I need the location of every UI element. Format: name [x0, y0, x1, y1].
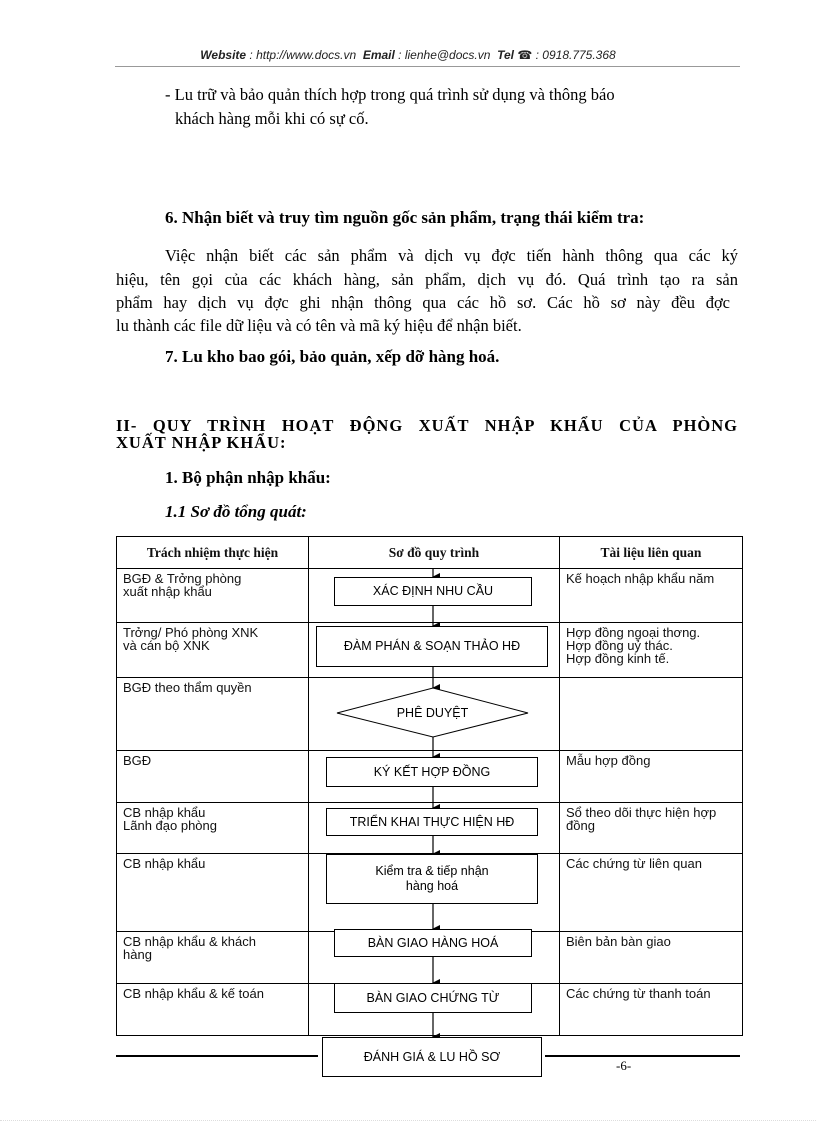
- responsibility-cell: CB nhập khẩu Lãnh đạo phòng: [117, 803, 309, 854]
- document-cell: Kế hoạch nhập khẩu năm: [560, 569, 743, 623]
- step-sign-contract: KÝ KẾT HỢP ĐỒNG: [326, 757, 538, 787]
- col-header-responsibility: Trách nhiệm thực hiện: [117, 537, 309, 569]
- responsibility-cell: CB nhập khẩu & kế toán: [117, 984, 309, 1036]
- bullet-line-1: - Lu trữ và bảo quản thích hợp trong quá trình sử dụng và thông báo: [165, 85, 615, 104]
- responsibility-cell: BGĐ & Trởng phòng xuất nhập khẩu: [117, 569, 309, 623]
- section-2-title-line-2: XUẤT NHẬP KHẨU:: [116, 433, 287, 452]
- footer-rule-right: [545, 1055, 740, 1057]
- heading-6: 6. Nhận biết và truy tìm nguồn gốc sản phẩm, trạng thái kiểm tra:: [165, 208, 645, 227]
- subheading-1: 1. Bộ phận nhập khẩu:: [165, 468, 331, 487]
- step-approve: PHÊ DUYỆT: [396, 706, 469, 720]
- responsibility-cell: CB nhập khẩu & khách hàng: [117, 932, 309, 984]
- responsibility-cell: Trởng/ Phó phòng XNK và cán bộ XNK: [117, 623, 309, 678]
- document-cell: Hợp đồng ngoại thơng. Hợp đồng uỷ thác. Hợp đồng kinh tế.: [560, 623, 743, 678]
- document-cell: Biên bản bàn giao: [560, 932, 743, 984]
- document-cell: Các chứng từ thanh toán: [560, 984, 743, 1036]
- email-value[interactable]: : lienhe@docs.vn: [398, 48, 491, 62]
- footer-rule-left: [116, 1055, 318, 1057]
- phone-icon: ☎: [517, 48, 533, 62]
- col-header-documents: Tài liệu liên quan: [560, 537, 743, 569]
- responsibility-cell: BGĐ theo thẩm quyền: [117, 678, 309, 751]
- para-line-4: lu thành các file dữ liệu và có tên và mã ký hiệu để nhận biết.: [116, 316, 522, 335]
- step-inspect-receive: Kiểm tra & tiếp nhận hàng hoá: [326, 854, 538, 904]
- heading-7: 7. Lu kho bao gói, bảo quản, xếp dỡ hàng hoá.: [165, 347, 500, 366]
- page-bottom-edge: [0, 1120, 816, 1121]
- tel-label: Tel: [497, 48, 514, 62]
- step-evaluate-archive: ĐÁNH GIÁ & LU HỒ SƠ: [322, 1037, 542, 1077]
- page-number: -6-: [616, 1058, 632, 1073]
- step-handover-goods: BÀN GIAO HÀNG HOÁ: [334, 929, 532, 957]
- step-implement-contract: TRIỂN KHAI THỰC HIỆN HĐ: [326, 808, 538, 836]
- step-negotiate-draft: ĐÀM PHÁN & SOẠN THẢO HĐ: [316, 626, 548, 667]
- responsibility-cell: BGĐ: [117, 751, 309, 803]
- email-label: Email: [362, 48, 395, 62]
- document-cell: Mẫu hợp đồng: [560, 751, 743, 803]
- para-line-1: Việc nhận biết các sản phẩm và dịch vụ đợc tiến hành thông qua các ký: [165, 246, 738, 265]
- bullet-line-2: khách hàng mỗi khi có sự cố.: [175, 109, 369, 128]
- responsibility-cell: CB nhập khẩu: [117, 854, 309, 932]
- step-identify-needs: XÁC ĐỊNH NHU CẦU: [334, 577, 532, 606]
- para-line-3: phẩm hay dịch vụ đợc ghi nhận thông qua các hồ sơ. Các hồ sơ này đều đợc: [116, 293, 730, 312]
- section-2-title-line-1: II- QUY TRÌNH HOẠT ĐỘNG XUẤT NHẬP KHẨU CỦA PHÒNG: [116, 416, 738, 435]
- para-line-2: hiệu, tên gọi của các khách hàng, sản phẩm, dịch vụ đó. Quá trình tạo ra sản: [116, 270, 738, 289]
- document-cell: Sổ theo dõi thực hiện hợp đồng: [560, 803, 743, 854]
- website-value[interactable]: : http://www.docs.vn: [249, 48, 357, 62]
- col-header-flow: Sơ đồ quy trình: [309, 537, 560, 569]
- document-cell: Các chứng từ liên quan: [560, 854, 743, 932]
- website-label: Website: [200, 48, 247, 62]
- subheading-1-1: 1.1 Sơ đồ tổng quát:: [165, 502, 307, 521]
- tel-value: : 0918.775.368: [535, 48, 616, 62]
- step-handover-documents: BÀN GIAO CHỨNG TỪ: [334, 983, 532, 1013]
